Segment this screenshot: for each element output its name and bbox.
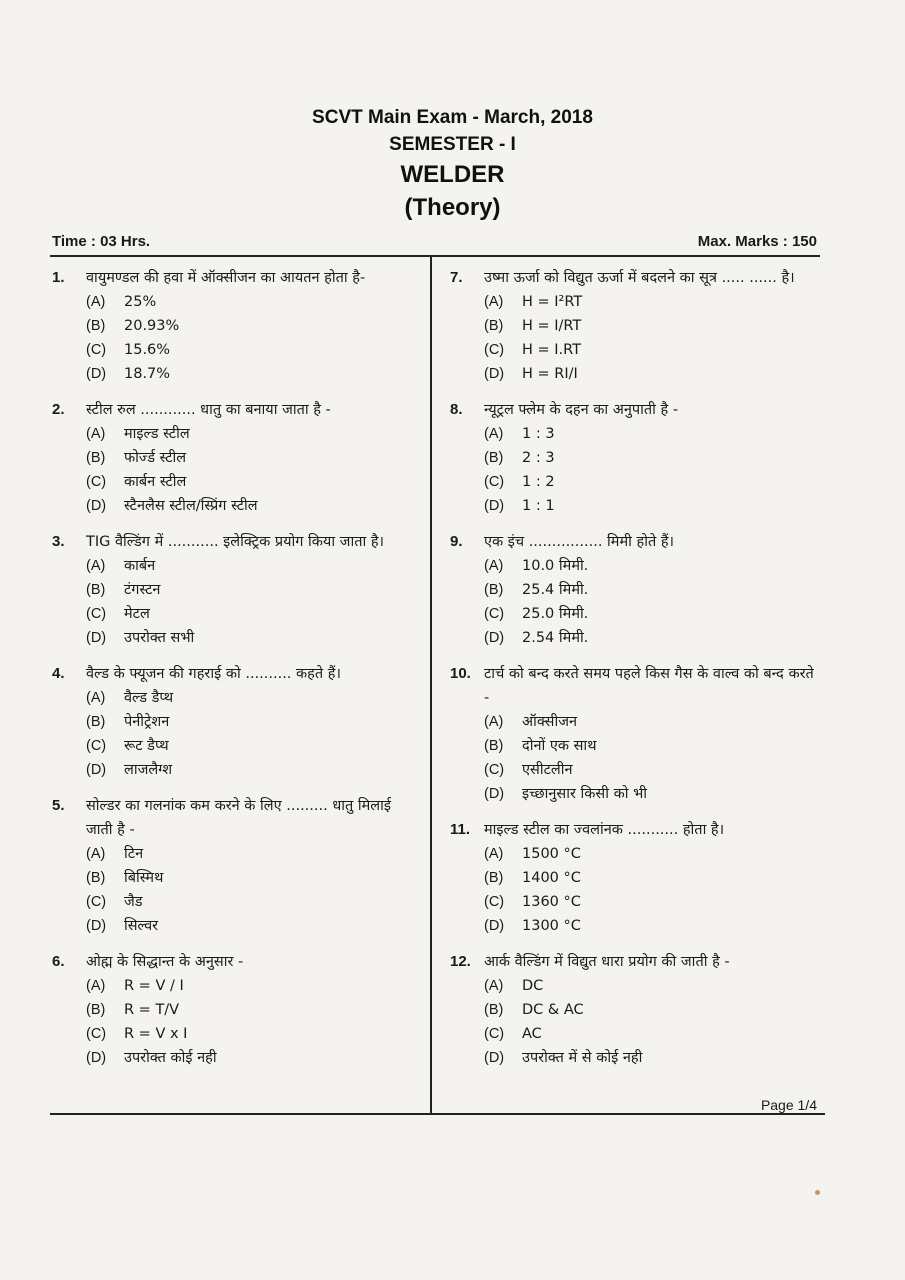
option-letter: (B) — [484, 450, 504, 466]
question-row — [450, 398, 820, 422]
option-row — [450, 734, 820, 758]
question-number: 8. — [450, 401, 463, 418]
question-block — [52, 266, 420, 386]
question-text: न्यूट्रल फ्लेम के दहन का अनुपाती है - — [484, 402, 679, 418]
option-text: AC — [522, 1026, 542, 1042]
option-letter: (A) — [484, 294, 504, 310]
option-text: टंगस्टन — [124, 582, 161, 598]
option-letter: (A) — [484, 714, 504, 730]
option-row — [450, 494, 820, 518]
option-letter: (B) — [484, 318, 504, 334]
option-row — [52, 602, 420, 626]
option-letter: (A) — [86, 846, 106, 862]
option-row — [450, 314, 820, 338]
option-letter: (D) — [86, 498, 107, 514]
column-divider — [430, 257, 432, 1113]
option-text: 1360 °C — [522, 894, 581, 910]
option-row — [52, 710, 420, 734]
option-row — [52, 1046, 420, 1070]
time-label: Time : 03 Hrs. — [52, 233, 151, 250]
option-row — [450, 338, 820, 362]
option-text: 10.0 मिमी. — [522, 558, 589, 574]
option-letter: (A) — [86, 558, 106, 574]
option-letter: (C) — [484, 894, 505, 910]
option-text: 20.93% — [124, 318, 180, 334]
option-letter: (D) — [484, 786, 505, 802]
option-letter: (B) — [86, 450, 106, 466]
max-marks-label: Max. Marks : 150 — [697, 233, 817, 250]
option-text: R = V x I — [124, 1026, 188, 1042]
option-letter: (B) — [86, 582, 106, 598]
question-number: 12. — [450, 953, 471, 970]
option-text: 25% — [124, 294, 157, 310]
option-letter: (C) — [86, 606, 107, 622]
question-block — [52, 398, 420, 518]
question-text: माइल्ड स्टील का ज्वलांनक ........... होता है। — [484, 822, 725, 838]
option-letter: (B) — [86, 318, 106, 334]
question-row — [52, 266, 420, 290]
option-row — [450, 362, 820, 386]
option-row — [450, 782, 820, 806]
option-letter: (A) — [484, 558, 504, 574]
question-number: 11. — [450, 821, 471, 838]
option-row — [52, 914, 420, 938]
semester-heading: SEMESTER - I — [389, 134, 516, 155]
question-block — [52, 794, 420, 938]
option-letter: (D) — [86, 918, 107, 934]
question-block — [52, 950, 420, 1070]
question-block — [450, 950, 820, 1070]
option-row — [450, 470, 820, 494]
option-text: 1500 °C — [522, 846, 581, 862]
option-text: उपरोक्त में से कोई नही — [522, 1050, 643, 1066]
option-letter: (D) — [484, 366, 505, 382]
option-text: वैल्ड डैप्थ — [124, 690, 174, 706]
question-number: 2. — [52, 401, 65, 418]
option-row — [52, 974, 420, 998]
option-text: 1300 °C — [522, 918, 581, 934]
question-row — [52, 950, 420, 974]
question-row — [52, 662, 420, 686]
question-row — [450, 530, 820, 554]
option-text: फोर्ज्ड स्टील — [124, 450, 187, 466]
option-row — [450, 290, 820, 314]
option-letter: (B) — [86, 714, 106, 730]
question-number: 7. — [450, 269, 463, 286]
option-row — [52, 998, 420, 1022]
option-text: पेनीट्रेशन — [124, 714, 170, 730]
trade-heading: WELDER — [400, 161, 505, 188]
option-letter: (D) — [86, 1050, 107, 1066]
question-text: वैल्ड के फ्यूजन की गहराई को .......... कहते हैं। — [86, 666, 341, 682]
question-text: सोल्डर का गलनांक कम करने के लिए ......... धातु मिलाई जाती है - — [86, 798, 392, 838]
option-text: 2 : 3 — [522, 450, 555, 466]
option-text: लाजलैग्श — [124, 762, 173, 778]
option-row — [52, 446, 420, 470]
ink-speck — [815, 1190, 820, 1195]
option-letter: (C) — [484, 1026, 505, 1042]
option-row — [450, 1022, 820, 1046]
option-row — [52, 1022, 420, 1046]
option-row — [52, 734, 420, 758]
option-text: 25.0 मिमी. — [522, 606, 589, 622]
question-text: ओह्म के सिद्धान्त के अनुसार - — [86, 954, 244, 970]
option-letter: (D) — [484, 498, 505, 514]
option-letter: (C) — [86, 342, 107, 358]
question-number: 9. — [450, 533, 463, 550]
option-text: स्टैनलैस स्टील/स्प्रिंग स्टील — [124, 498, 258, 514]
option-row — [450, 554, 820, 578]
question-row — [450, 950, 820, 974]
option-letter: (B) — [86, 1002, 106, 1018]
option-text: 1 : 1 — [522, 498, 555, 514]
question-text: स्टील रुल ............ धातु का बनाया जाता है - — [86, 402, 331, 418]
question-text: वायुमण्डल की हवा में ऑक्सीजन का आयतन होता है- — [86, 270, 366, 286]
option-letter: (A) — [484, 978, 504, 994]
option-row — [450, 446, 820, 470]
option-text: 2.54 मिमी. — [522, 630, 589, 646]
option-row — [52, 758, 420, 782]
question-text: TIG वैल्डिंग में ........... इलेक्ट्रिक प्रयोग किया जाता है। — [86, 534, 385, 550]
option-row — [450, 422, 820, 446]
option-row — [52, 626, 420, 650]
question-block — [450, 530, 820, 650]
top-divider — [50, 255, 820, 257]
option-row — [450, 998, 820, 1022]
option-row — [450, 578, 820, 602]
option-text: कार्बन — [124, 558, 156, 574]
option-letter: (C) — [86, 738, 107, 754]
option-row — [450, 758, 820, 782]
question-block — [450, 398, 820, 518]
question-block — [450, 266, 820, 386]
option-letter: (D) — [484, 1050, 505, 1066]
option-text: टिन — [124, 846, 144, 862]
option-text: R = V / I — [124, 978, 184, 994]
option-text: ऑक्सीजन — [522, 714, 578, 730]
option-row — [52, 494, 420, 518]
option-letter: (A) — [86, 978, 106, 994]
question-block — [450, 662, 820, 806]
option-text: 1 : 2 — [522, 474, 555, 490]
option-letter: (B) — [484, 1002, 504, 1018]
option-row — [450, 914, 820, 938]
option-text: H = I²RT — [522, 294, 583, 310]
option-text: बिस्मिथ — [124, 870, 164, 886]
option-text: 1 : 3 — [522, 426, 555, 442]
option-text: 1400 °C — [522, 870, 581, 886]
option-row — [450, 1046, 820, 1070]
question-text: टार्च को बन्द करते समय पहले किस गैस के वाल्व को बन्द करते - — [484, 666, 814, 706]
page-number: Page 1/4 — [760, 1097, 817, 1113]
option-text: दोनों एक साथ — [522, 738, 597, 754]
question-number: 4. — [52, 665, 65, 682]
option-text: सिल्वर — [124, 918, 159, 934]
option-row — [450, 866, 820, 890]
option-letter: (A) — [484, 426, 504, 442]
question-row — [450, 662, 820, 710]
option-letter: (D) — [86, 762, 107, 778]
option-row — [52, 578, 420, 602]
option-text: H = I.RT — [522, 342, 582, 358]
exam-title: SCVT Main Exam - March, 2018 — [312, 107, 593, 128]
option-text: DC & AC — [522, 1002, 584, 1018]
question-block — [450, 818, 820, 938]
option-text: एसीटलीन — [522, 762, 573, 778]
option-text: माइल्ड स्टील — [124, 426, 190, 442]
option-row — [52, 470, 420, 494]
option-text: जैड — [124, 894, 143, 910]
option-row — [450, 842, 820, 866]
option-row — [52, 338, 420, 362]
left-column — [52, 266, 420, 1082]
option-letter: (C) — [86, 894, 107, 910]
option-letter: (B) — [484, 738, 504, 754]
question-number: 6. — [52, 953, 65, 970]
option-letter: (D) — [86, 630, 107, 646]
question-text: आर्क वैल्डिंग में विद्युत धारा प्रयोग की जाती है - — [484, 954, 730, 970]
option-letter: (C) — [484, 762, 505, 778]
question-row — [52, 530, 420, 554]
option-row — [52, 422, 420, 446]
option-letter: (B) — [484, 870, 504, 886]
option-letter: (A) — [86, 690, 106, 706]
option-letter: (D) — [484, 630, 505, 646]
option-text: 18.7% — [124, 366, 171, 382]
option-letter: (B) — [86, 870, 106, 886]
option-text: 25.4 मिमी. — [522, 582, 589, 598]
bottom-divider — [50, 1113, 825, 1115]
option-text: उपरोक्त सभी — [124, 630, 195, 646]
option-letter: (A) — [484, 846, 504, 862]
option-row — [52, 362, 420, 386]
option-row — [450, 890, 820, 914]
question-row — [450, 818, 820, 842]
option-letter: (D) — [484, 918, 505, 934]
option-text: मेटल — [124, 606, 150, 622]
question-number: 10. — [450, 665, 471, 682]
option-letter: (C) — [484, 342, 505, 358]
option-letter: (A) — [86, 294, 106, 310]
question-number: 1. — [52, 269, 65, 286]
option-row — [52, 554, 420, 578]
option-row — [52, 686, 420, 710]
option-letter: (C) — [484, 474, 505, 490]
question-number: 3. — [52, 533, 65, 550]
option-row — [52, 290, 420, 314]
option-row — [450, 602, 820, 626]
option-row — [52, 842, 420, 866]
option-letter: (B) — [484, 582, 504, 598]
option-letter: (D) — [86, 366, 107, 382]
option-text: H = RI/I — [522, 366, 578, 382]
question-block — [52, 662, 420, 782]
option-text: उपरोक्त कोई नही — [124, 1050, 217, 1066]
option-row — [450, 974, 820, 998]
option-row — [52, 866, 420, 890]
question-text: उष्मा ऊर्जा को विद्युत ऊर्जा में बदलने का सूत्र ..... ...... है। — [484, 270, 795, 286]
option-text: रूट डैप्थ — [124, 738, 169, 754]
option-row — [52, 314, 420, 338]
option-letter: (C) — [86, 1026, 107, 1042]
question-row — [450, 266, 820, 290]
option-text: 15.6% — [124, 342, 171, 358]
option-letter: (A) — [86, 426, 106, 442]
option-text: R = T/V — [124, 1002, 180, 1018]
option-text: कार्बन स्टील — [124, 474, 187, 490]
paper-type-heading: (Theory) — [404, 194, 501, 221]
option-text: DC — [522, 978, 544, 994]
option-row — [52, 890, 420, 914]
question-number: 5. — [52, 797, 65, 814]
option-letter: (C) — [86, 474, 107, 490]
option-row — [450, 626, 820, 650]
option-row — [450, 710, 820, 734]
option-text: इच्छानुसार किसी को भी — [522, 786, 648, 802]
question-text: एक इंच ................ मिमी होते हैं। — [484, 534, 675, 550]
question-row — [52, 398, 420, 422]
right-column — [450, 266, 820, 1082]
question-row — [52, 794, 420, 842]
question-block — [52, 530, 420, 650]
option-letter: (C) — [484, 606, 505, 622]
option-text: H = I/RT — [522, 318, 582, 334]
